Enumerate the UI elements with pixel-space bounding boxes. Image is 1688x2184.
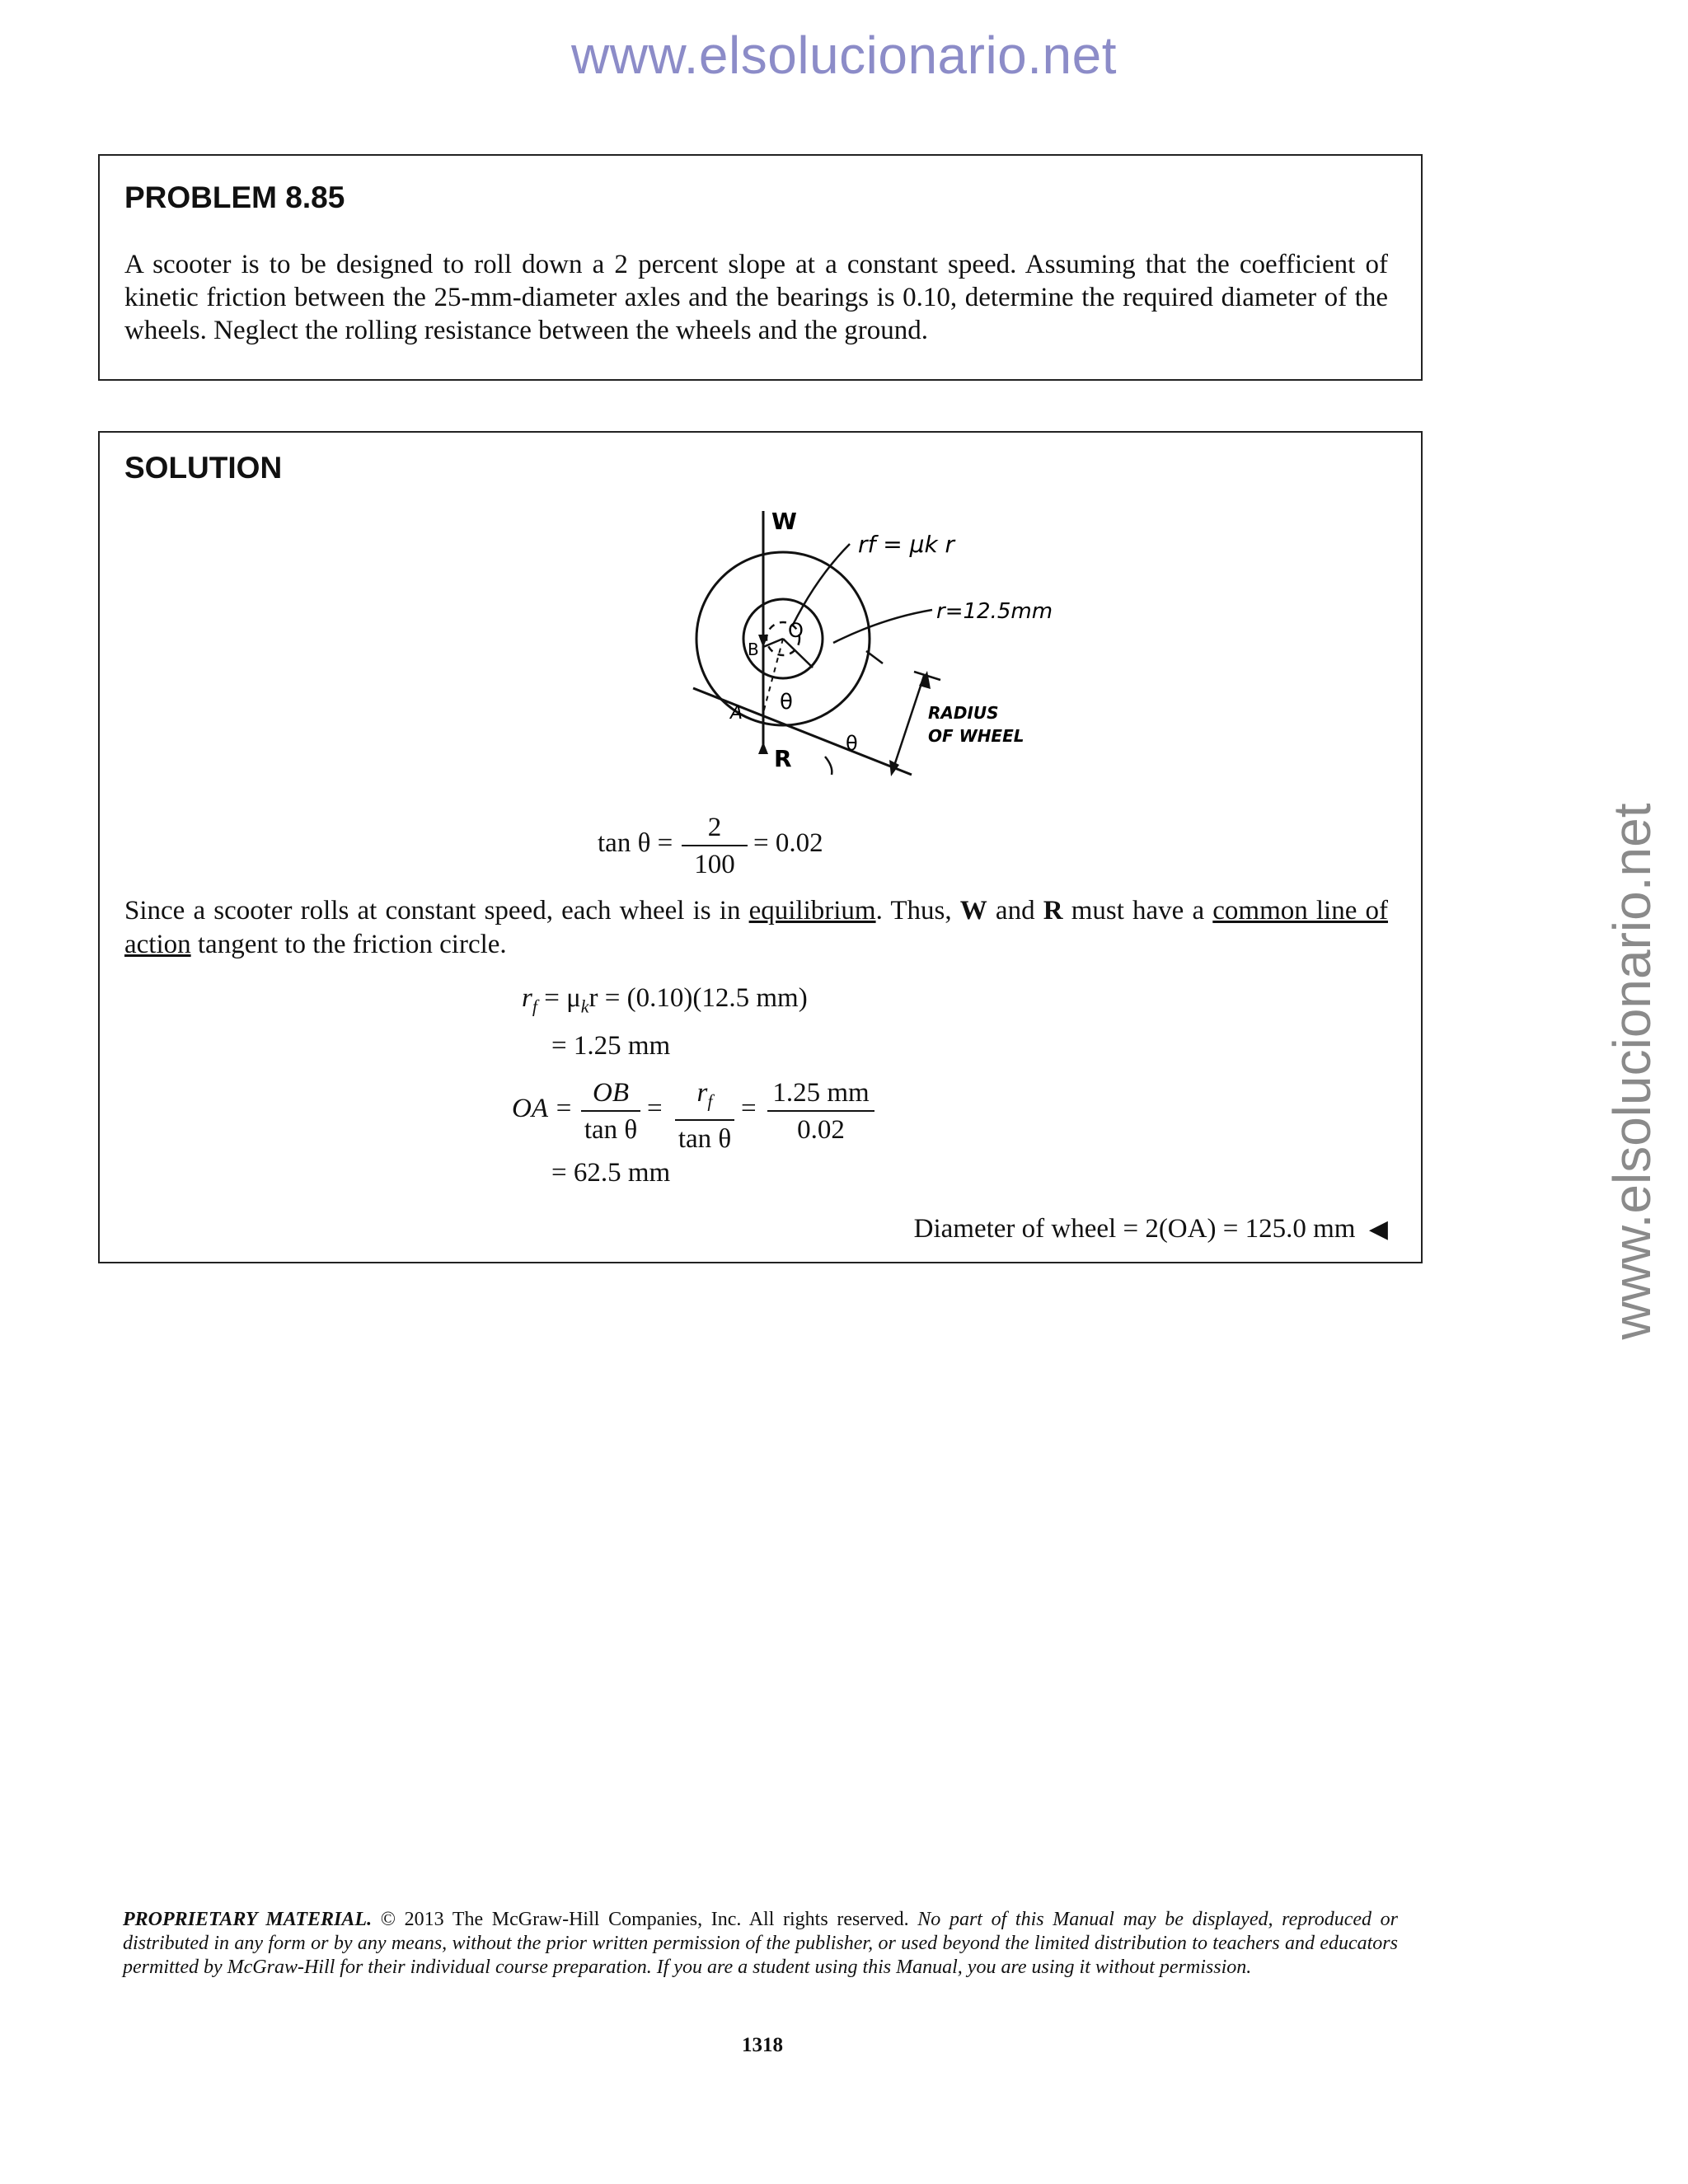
tan-eq-rhs: = 0.02	[753, 828, 823, 858]
o-label: O	[788, 619, 804, 642]
b-label: B	[748, 640, 759, 659]
radius-label-1: RADIUS	[928, 703, 999, 723]
watermark-top: www.elsolucionario.net	[571, 26, 1117, 85]
rf-symbol: r	[522, 983, 532, 1013]
a-label: A	[730, 703, 743, 724]
rf-mu: = μ	[537, 983, 581, 1013]
theta-label: θ	[780, 690, 793, 715]
oa-f3-den: 0.02	[797, 1115, 845, 1145]
answer-marker-icon: ◀	[1368, 1216, 1388, 1243]
problem-box	[98, 154, 1423, 381]
tan-numerator: 2	[682, 810, 748, 846]
r-force-label: R	[774, 745, 792, 772]
footer-proprietary: PROPRIETARY MATERIAL.	[123, 1909, 373, 1930]
para-bold-w: W	[959, 896, 987, 926]
radius-line	[783, 639, 813, 668]
answer-text: Diameter of wheel = 2(OA) = 125.0 mm	[913, 1214, 1356, 1244]
tan-fraction	[682, 810, 748, 883]
oa-f2-num: $r_f$	[675, 1076, 734, 1121]
rf-subscript: f	[532, 996, 537, 1017]
footer-copyright	[123, 1908, 1398, 1980]
oa-eq-2: =	[741, 1094, 757, 1123]
oa-symbol: OA =	[512, 1094, 573, 1123]
oa-fraction-2	[675, 1076, 734, 1157]
oa-result: = 62.5 mm	[551, 1158, 671, 1188]
solution-box	[98, 431, 1423, 1263]
problem-heading: PROBLEM 8.85	[124, 180, 345, 214]
oa-fraction-1	[581, 1076, 640, 1148]
solution-heading: SOLUTION	[124, 451, 283, 485]
rf-equation	[522, 983, 808, 1018]
wheel-diagram	[586, 503, 1081, 799]
slope-theta-label: θ	[846, 732, 858, 755]
para-bold-r: R	[1043, 896, 1063, 926]
oa-f1-num: OB	[581, 1076, 640, 1112]
footer-copyright-text: © 2013 The McGraw-Hill Companies, Inc. All rights reserved.	[372, 1909, 918, 1930]
r-leader	[833, 610, 932, 643]
r-arrowhead	[758, 742, 768, 754]
oa-f1-den: tan θ	[584, 1115, 638, 1145]
oa-f3-num: 1.25 mm	[767, 1076, 874, 1112]
para-text-4: must have a	[1062, 896, 1213, 926]
oa-fraction-3	[767, 1076, 874, 1148]
mu-subscript: k	[580, 996, 589, 1017]
oa-f2-den: tan θ	[678, 1123, 732, 1154]
solution-paragraph	[124, 894, 1388, 962]
para-text-1: Since a scooter rolls at constant speed, each wheel is in	[124, 896, 749, 926]
radius-dimension	[893, 676, 924, 771]
rf-rhs: r = (0.10)(12.5 mm)	[588, 983, 808, 1013]
radius-label-2: OF WHEEL	[928, 726, 1025, 746]
rf-label: rf = μk r	[858, 531, 955, 558]
tan-denominator: 100	[694, 850, 735, 879]
incline-line	[693, 688, 912, 775]
slope-angle-arc	[825, 757, 832, 775]
rf-leader	[792, 544, 850, 626]
problem-statement: A scooter is to be designed to roll down a 2 percent slope at a constant speed. Assuming that the coefficient of kinetic friction between the 25-mm-diameter axles and the bearings is 0.10, determine the required diameter of the wheels. Neglect the rolling resistance between the wheels and the ground.	[124, 250, 1388, 345]
rf-result: = 1.25 mm	[551, 1031, 671, 1061]
oa-eq-1: =	[647, 1094, 663, 1123]
para-text-2: . Thus,	[875, 896, 960, 926]
r-label: r=12.5mm	[936, 599, 1053, 624]
para-text-3: and	[987, 896, 1043, 926]
para-text-5: tangent to the friction circle.	[190, 930, 507, 959]
para-underline-common-line: common line of action	[124, 896, 1389, 959]
page-number: 1318	[742, 2034, 783, 2056]
w-label: W	[771, 508, 797, 535]
para-underline-equilibrium: equilibrium	[748, 896, 876, 926]
tan-eq-lhs: tan θ =	[598, 828, 673, 858]
footer-notice: No part of this Manual may be displayed, reproduced or distributed in any form or by any means, without the prior written permission of the publisher, or used beyond the limited distribution to teachers and educators permitted by McGraw-Hill for their individual course preparation. If you are a student using this Manual, you are using it without permission.	[123, 1909, 1398, 1978]
oa-lhs	[512, 1094, 573, 1124]
final-answer	[914, 1214, 1388, 1244]
watermark-side: www.elsolucionario.net	[1602, 803, 1662, 1340]
